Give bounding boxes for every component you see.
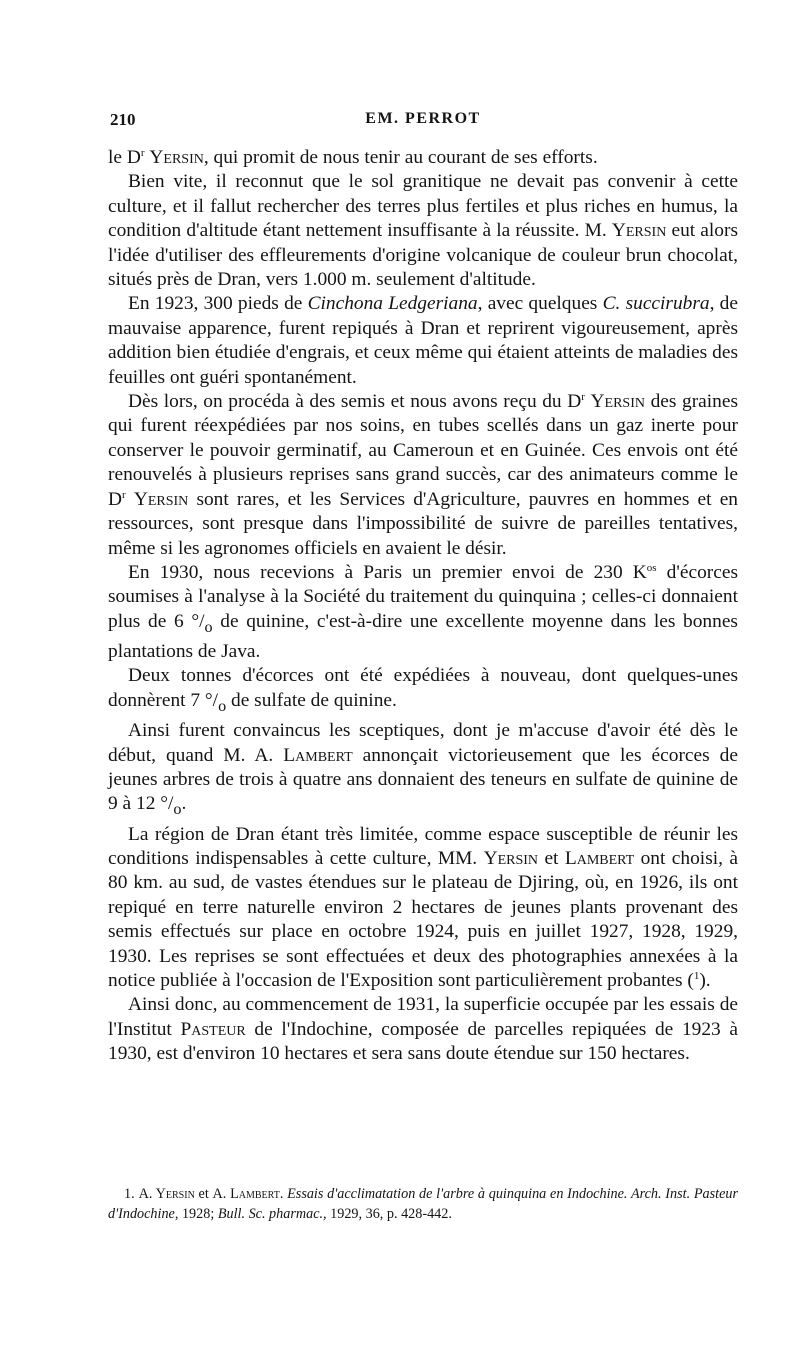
footnote xyxy=(108,1184,738,1224)
page-number: 210 xyxy=(110,110,136,129)
footnote-reference[interactable]: 1 xyxy=(693,970,700,983)
paragraph-9: Ainsi donc, au commencement de 1931, la superficie occupée par les essais de l'Institut Pasteur de l'Indochine, composée de parcelles repiquées de 1923 à 1930, est d'environ 10 hectares et sera sans doute étendue sur 150 hectares. xyxy=(108,994,738,1065)
paragraph-6: Deux tonnes d'écorces ont été expédiées à nouveau, dont quelques-unes donnèrent 7 $^\circ/_o$ de sulfate de quinine. xyxy=(108,665,738,715)
body-text xyxy=(108,146,738,1067)
paragraph-4: Dès lors, on procéda à des semis et nous avons reçu du $D^r$ Yersin des graines qui furent réexpédiées par nos soins, en tubes scellés dans un gaz inerte pour conserver le pouvoir germinatif, au Cameroun et en Guinée. Ces envois ont été renouvelés à plusieurs reprises sans grand succès, car des animateurs comme le $D^r$ Yersin sont rares, et les Services d'Agriculture, pauvres en hommes et en ressources, sont presque dans l'impossibilité de suivre de pareilles tentatives, même si les agronomes officiels en avaient le désir. xyxy=(108,391,738,559)
paragraph-2: Bien vite, il reconnut que le sol granitique ne devait pas convenir à cette culture, et il fallut rechercher des terres plus fertiles et plus riches en humus, la condition d'altitude étant nettement insuffisante à la réussite. M. Yersin eut alors l'idée d'utiliser des effleurements d'origine volcanique de couleur brun chocolat, situés près de Dran, vers 1.000 m. seulement d'altitude. xyxy=(108,171,738,291)
paragraph-5: En 1930, nous recevions à Paris un premier envoi de 230 $K^{os}$ d'écorces soumises à l'analyse à la Société du traitement du quinquina ; celles-ci donnaient plus de 6 $^\circ/_o$ de quinine, c'est-à-dire une excellente moyenne dans les bonnes plantations de Java. xyxy=(108,561,738,662)
paragraph-1: le $D^r$ Yersin, qui promit de nous tenir au courant de ses efforts. xyxy=(108,147,598,168)
paragraph-7: Ainsi furent convaincus les sceptiques, dont je m'accuse d'avoir été dès le début, quand M. A. Lambert annonçait victorieusement que les écorces de jeunes arbres de trois à quatre ans donnaient des teneurs en sulfate de quinine de 9 à 12 $^\circ/_o$. xyxy=(108,720,738,819)
footnote-1: 1. A. Yersin et A. Lambert. Essais d'acclimatation de l'arbre à quinquina en Indochine. Arch. Inst. Pasteur d'Indochine, 1928; Bull. Sc. pharmac., 1929, 36, p. 428-442. xyxy=(108,1186,738,1222)
running-head: EM. PERROT xyxy=(365,110,481,127)
paragraph-8: La région de Dran étant très limitée, comme espace susceptible de réunir les conditions indispensables à cette culture, MM. Yersin et Lambert ont choisi, à 80 km. au sud, de vastes étendues sur le plateau de Djiring, où, en 1926, ils ont repiqué en terre naturelle environ 2 hectares de jeunes plants provenant des semis effectués sur place en octobre 1924, puis en juillet 1927, 1928, 1929, 1930. Les reprises se sont effectuées et deux des photographies annexées à la notice publiée à l'occasion de l'Exposition sont particulièrement probantes ($^1$). xyxy=(108,823,738,992)
paragraph-3: En 1923, 300 pieds de Cinchona Ledgeriana, avec quelques C. succirubra, de mauvaise apparence, furent repiqués à Dran et reprirent vigoureusement, après addition bien étudiée d'engrais, et ceux même qui étaient atteints de maladies des feuilles ont guéri spontanément. xyxy=(108,293,738,388)
page-header xyxy=(108,110,738,134)
